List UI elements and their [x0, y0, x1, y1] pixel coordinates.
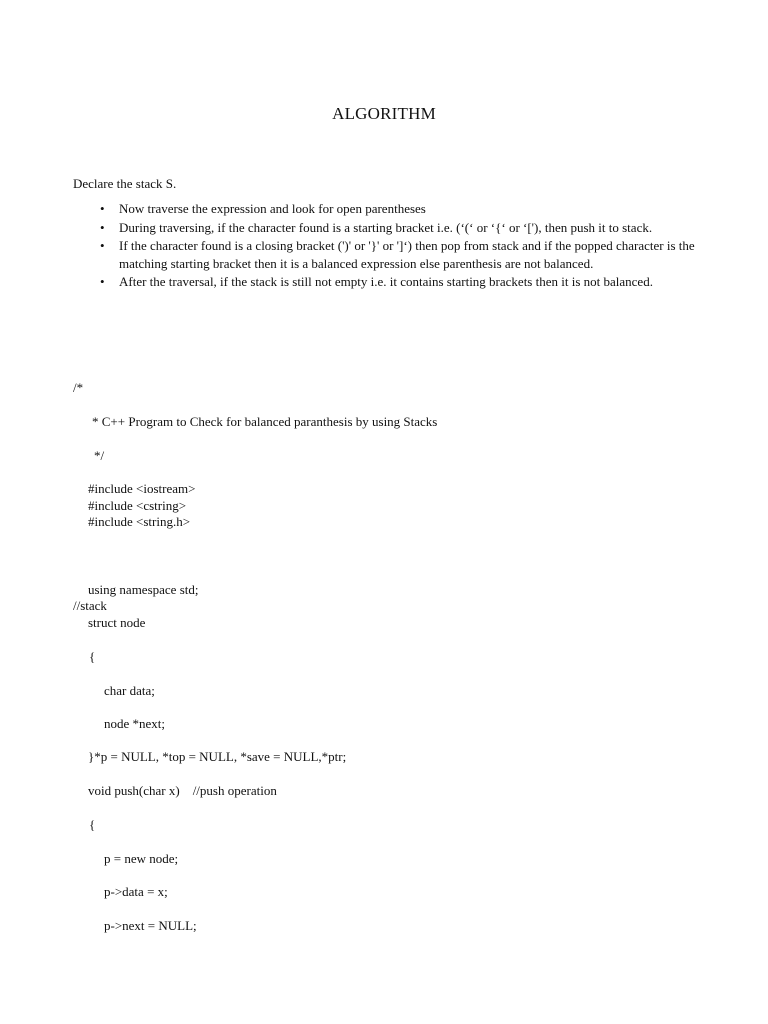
code-comment-open: /*	[73, 380, 84, 395]
bullet-text: If the character found is a closing bracket (')' or '}' or ']‘) then pop from stack and if the popped character is the matching starting bracket then it is a balanced expression else parenthesis are not balanced.	[119, 238, 695, 271]
code-struct-node: struct node	[88, 615, 146, 630]
code-include-iostream: #include <iostream>	[88, 481, 196, 496]
code-brace-open: {	[89, 817, 96, 832]
bullet-icon: •	[100, 238, 105, 253]
document-title: ALGORITHM	[332, 104, 436, 123]
code-using-namespace: using namespace std;	[88, 582, 199, 597]
bullet-icon: •	[100, 219, 105, 235]
bullet-icon: •	[100, 201, 105, 216]
bullet-text: Now traverse the expression and look for open parentheses	[119, 201, 426, 216]
bullet-text: After the traversal, if the stack is still not empty i.e. it contains starting brackets then it is not balanced.	[119, 274, 653, 289]
code-char-data: char data;	[104, 683, 155, 698]
code-struct-close: }*p = NULL, *top = NULL, *save = NULL,*ptr;	[88, 749, 347, 764]
code-push-signature: void push(char x) //push operation	[88, 783, 277, 798]
code-stack-comment: //stack	[73, 598, 107, 613]
code-include-cstring: #include <cstring>	[88, 498, 187, 513]
code-include-string-h: #include <string.h>	[88, 514, 191, 529]
list-item	[100, 200, 700, 218]
bullet-icon: •	[100, 274, 105, 289]
code-comment-body: * C++ Program to Check for balanced paranthesis by using Stacks	[92, 414, 438, 429]
code-assign-data: p->data = x;	[104, 884, 168, 899]
code-assign-next: p->next = NULL;	[104, 918, 197, 933]
bullet-text: During traversing, if the character found is a starting bracket i.e. (‘(‘ or ‘{‘ or ‘['), then push it to stack.	[119, 219, 653, 235]
list-item	[100, 273, 700, 291]
intro-line: Declare the stack S.	[73, 176, 177, 191]
list-item	[100, 237, 700, 272]
code-new-node: p = new node;	[104, 851, 179, 866]
code-node-next: node *next;	[104, 716, 166, 731]
code-comment-close: */	[94, 448, 105, 463]
code-brace-open: {	[89, 649, 96, 664]
list-item	[100, 219, 700, 237]
algorithm-steps-list	[100, 200, 700, 292]
